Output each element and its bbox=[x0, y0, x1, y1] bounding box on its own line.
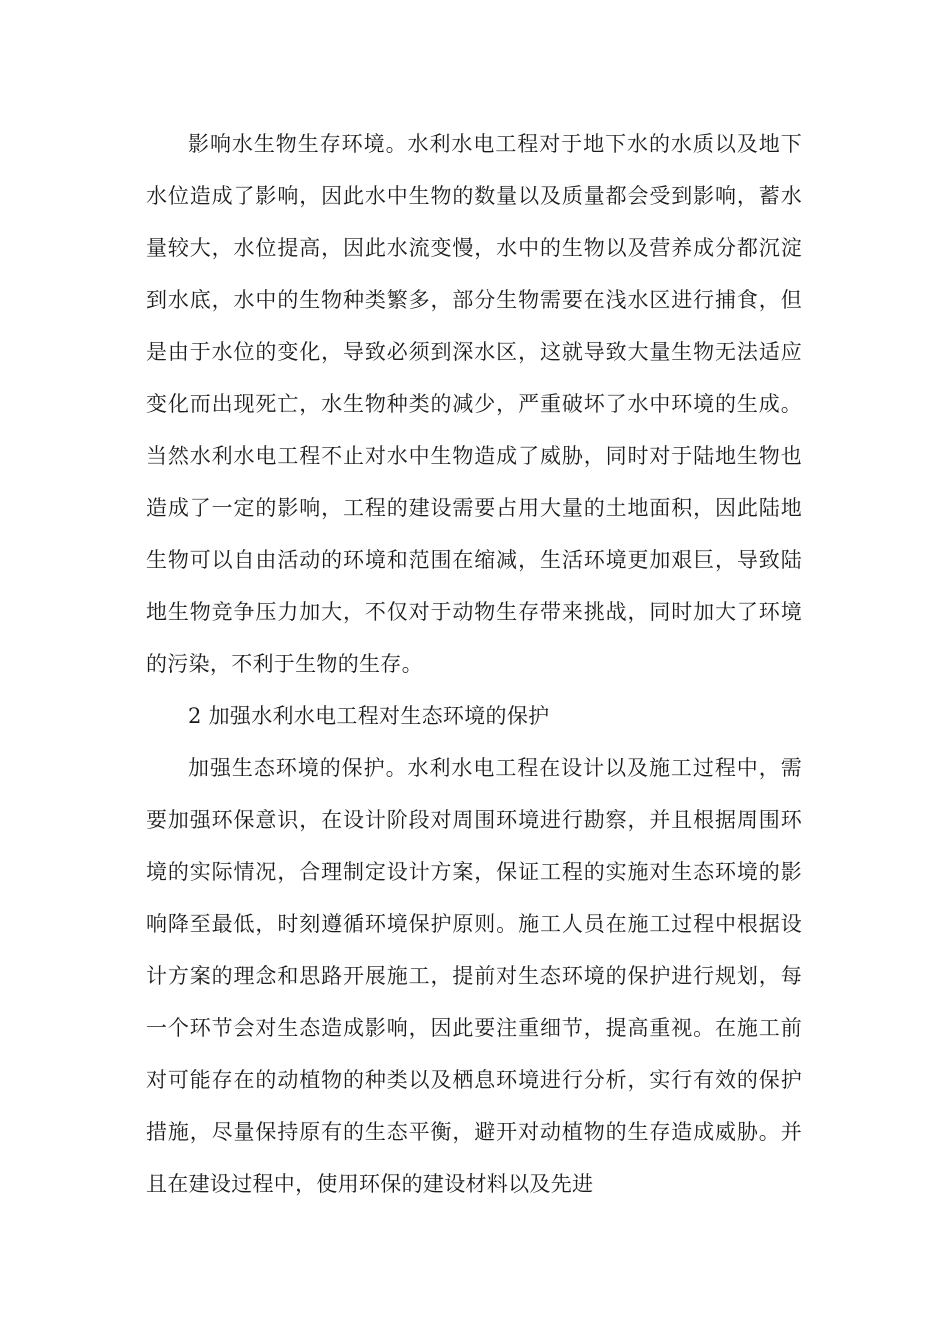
paragraph-ecological-protection: 加强生态环境的保护。水利水电工程在设计以及施工过程中，需要加强环保意识，在设计阶段对周围环境进行勘察，并且根据周围环境的实际情况，合理制定设计方案，保证工程的实施对生态环境的影响降至最低，时刻遵循环境保护原则。施工人员在施工过程中根据设计方案的理念和思路开展施工，提前对生态环境的保护进行规划，每一个环节会对生态造成影响，因此要注重细节，提高重视。在施工前对可能存在的动植物的种类以及栖息环境进行分析，实行有效的保护措施，尽量保持原有的生态平衡，避开对动植物的生存造成威胁。并且在建设过程中，使用环保的建设材料以及先进 bbox=[146, 756, 802, 1196]
section-heading-protection: 2 加强水利水电工程对生态环境的保护 bbox=[188, 704, 550, 728]
document-body bbox=[146, 118, 802, 1210]
paragraph-aquatic-impact: 影响水生物生存环境。水利水电工程对于地下水的水质以及地下水位造成了影响，因此水中生物的数量以及质量都会受到影响，蓄水量较大，水位提高，因此水流变慢，水中的生物以及营养成分都沉淀到水底，水中的生物种类繁多，部分生物需要在浅水区进行捕食，但是由于水位的变化，导致必须到深水区，这就导致大量生物无法适应变化而出现死亡，水生物种类的减少，严重破坏了水中环境的生成。当然水利水电工程不止对水中生物造成了威胁，同时对于陆地生物也造成了一定的影响，工程的建设需要占用大量的土地面积，因此陆地生物可以自由活动的环境和范围在缩减，生活环境更加艰巨，导致陆地生物竞争压力加大，不仅对于动物生存带来挑战，同时加大了环境的污染，不利于生物的生存。 bbox=[146, 132, 802, 676]
